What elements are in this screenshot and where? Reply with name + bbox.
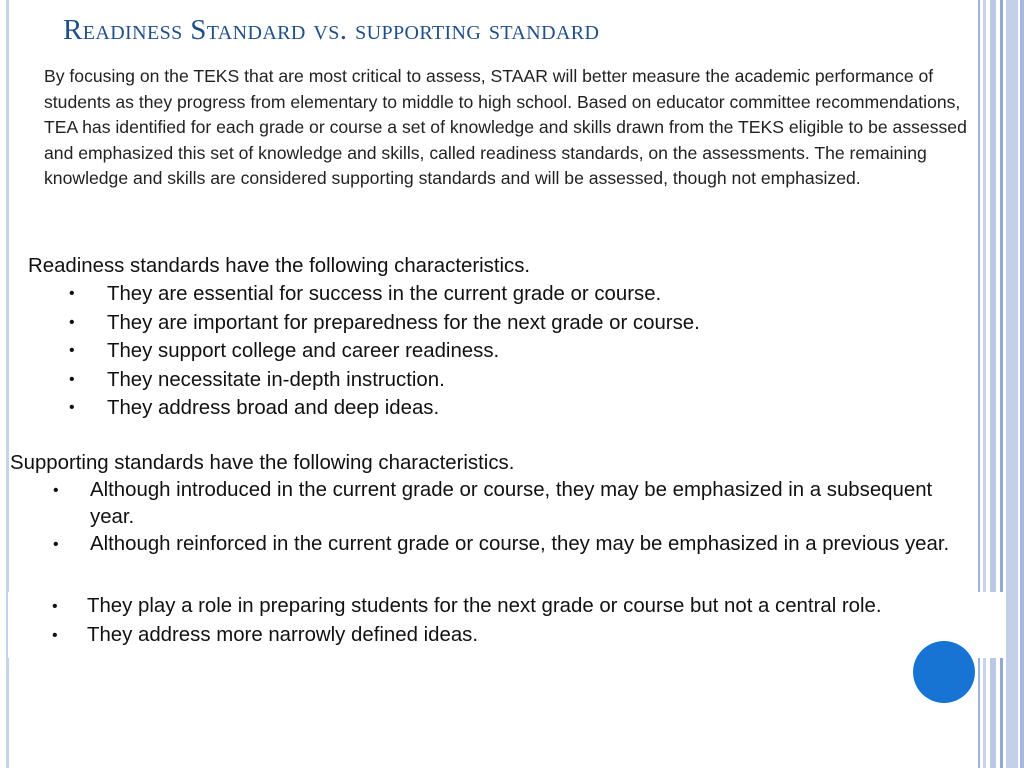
slide-title: Readiness Standard vs. supporting standard <box>63 14 600 46</box>
decorative-circle <box>913 641 975 703</box>
list-item <box>28 394 928 423</box>
list-item <box>28 337 928 366</box>
readiness-heading: Readiness standards have the following characteristics. <box>28 255 531 277</box>
bullet-icon: • <box>52 627 58 644</box>
list-item-text: They are important for preparedness for the next grade or course. <box>107 311 700 334</box>
list-item-text: Although reinforced in the current grade or course, they may be emphasized in a previous year. <box>90 533 950 555</box>
list-item <box>28 366 928 395</box>
readiness-section <box>28 252 928 423</box>
list-item <box>8 621 1006 650</box>
bullet-icon: • <box>69 342 75 360</box>
list-item-text: They are essential for success in the current grade or course. <box>107 283 662 305</box>
list-item-text: They address more narrowly defined ideas. <box>87 624 479 646</box>
bullet-icon: • <box>69 313 75 331</box>
list-item <box>10 531 950 558</box>
bullet-icon: • <box>69 370 75 388</box>
supporting-list <box>10 477 970 558</box>
list-item <box>28 280 928 309</box>
bullet-icon: • <box>53 536 59 553</box>
list-item-text: They support college and career readiness. <box>107 340 500 363</box>
bullet-icon: • <box>52 598 58 615</box>
supporting-list-continued <box>8 592 1006 650</box>
supporting-section <box>10 449 970 558</box>
supporting-heading: Supporting standards have the following characteristics. <box>10 452 515 474</box>
bullet-icon: • <box>53 482 59 499</box>
list-item <box>8 592 1006 621</box>
readiness-list <box>28 280 928 423</box>
intro-text: By focusing on the TEKS that are most critical to assess, STAAR will better measure the academic performance of students as they progress from elementary to middle to high school. Based on educator committee recommendations, TEA has identified for each grade or course a set of knowledge and skills drawn from the TEKS eligible to be assessed and emphasized this set of knowledge and skills, called readiness standards, on the assessments. The remaining knowledge and skills are considered supporting standards and will be assessed, though not emphasized. <box>44 66 967 188</box>
bullet-icon: • <box>69 285 75 302</box>
intro-paragraph <box>44 64 974 192</box>
list-item-text: They play a role in preparing students for the next grade or course but not a central role. <box>87 595 882 617</box>
supporting-section-continued <box>8 592 1006 658</box>
list-item <box>10 477 950 531</box>
bullet-icon: • <box>69 399 75 417</box>
list-item-text: They address broad and deep ideas. <box>107 397 440 420</box>
list-item <box>28 309 928 338</box>
list-item-text: They necessitate in-depth instruction. <box>107 368 445 391</box>
list-item-text: Although introduced in the current grade or course, they may be emphasized in a subsequent year. <box>90 479 933 528</box>
